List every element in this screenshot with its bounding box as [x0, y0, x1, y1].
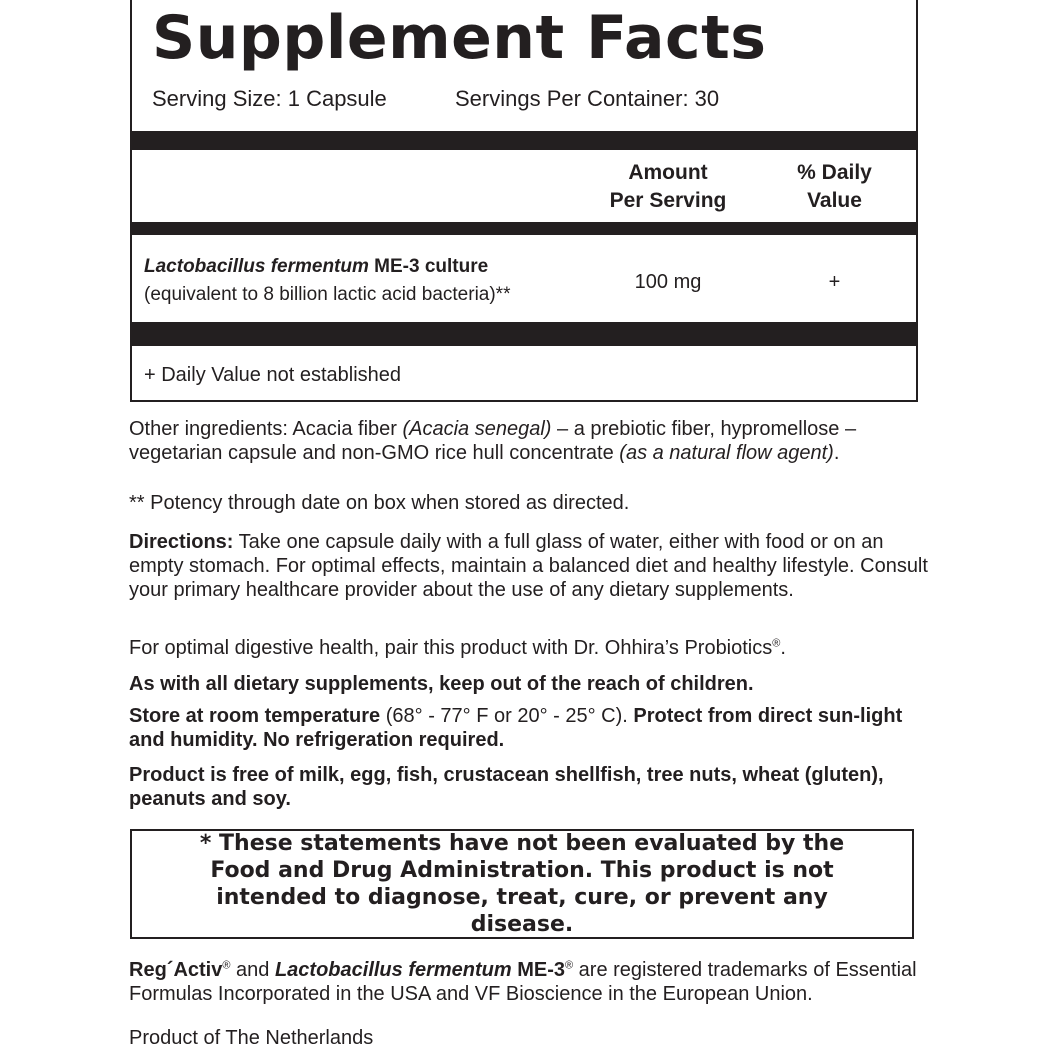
column-header-daily-value-line2: Value — [807, 189, 862, 212]
ingredient-amount: 100 mg — [634, 271, 702, 293]
other-ingredients-text-2: – a prebiotic fiber, hypromellose – vegetarian capsule and non-GMO rice hull concentrate — [129, 418, 857, 464]
trademark-reg: ® — [222, 959, 231, 972]
directions-label: Directions: — [129, 531, 234, 553]
registered-mark: ® — [772, 637, 781, 650]
storage-bold: Store at room temperature — [129, 705, 381, 727]
other-ingredients-latin: (Acacia senegal) — [402, 418, 552, 440]
servings-per-container: Servings Per Container: 30 — [455, 86, 720, 111]
supplement-facts-panel — [130, 0, 918, 402]
other-ingredients-period: . — [833, 442, 840, 464]
fda-disclaimer-box — [130, 829, 914, 939]
pairing-note-period: . — [780, 637, 786, 659]
daily-value-footnote: + Daily Value not established — [144, 364, 402, 386]
other-ingredients — [129, 417, 929, 465]
other-ingredients-text: Other ingredients: Acacia fiber — [129, 418, 403, 440]
pairing-note — [129, 636, 929, 660]
trademark-reg-2: ® — [565, 959, 574, 972]
allergen-statement: Product is free of milk, egg, fish, crustacean shellfish, tree nuts, wheat (gluten), peanuts and soy. — [129, 764, 884, 810]
panel-title: Supplement Facts — [152, 3, 767, 73]
column-header-daily-value-line1: % Daily — [797, 161, 872, 184]
column-header-amount — [598, 159, 738, 215]
column-header-amount-line1: Amount — [628, 161, 708, 184]
trademark-strain: Lactobacillus fermentum — [274, 959, 512, 981]
divider-thick-bottom — [132, 322, 916, 346]
column-header-amount-line2: Per Serving — [609, 189, 727, 212]
trademark-and: and — [230, 959, 275, 981]
ingredient-name-rest: ME-3 culture — [374, 256, 489, 277]
trademark-text: are registered trademarks of Essential Formulas Incorporated in the USA and VF Bioscience in the European Union. — [129, 959, 917, 1005]
directions-text: Take one capsule daily with a full glass of water, either with food or on an empty stomach. For optimal effects, maintain a balanced diet and healthy lifestyle. Consult your primary healthcare provider about the use of any dietary supplements. — [129, 531, 928, 601]
trademark-notice — [129, 958, 929, 1006]
children-warning: As with all dietary supplements, keep out of the reach of children. — [129, 673, 754, 695]
ingredient-name — [144, 253, 510, 309]
divider-medium — [132, 222, 916, 235]
fda-disclaimer: * These statements have not been evaluated by the Food and Drug Administration. This product is not intended to diagnose, treat, cure, or prevent any disease. — [199, 831, 845, 937]
column-header-daily-value — [772, 159, 897, 215]
potency-note: ** Potency through date on box when stored as directed. — [129, 492, 630, 514]
storage-instructions — [129, 704, 929, 752]
ingredient-name-italic: Lactobacillus fermentum — [144, 256, 369, 277]
storage-temps: (68° - 77° F or 20° - 25° C). — [380, 705, 634, 727]
storage-protect: Protect from direct sun-light and humidity. No refrigeration required. — [129, 705, 903, 751]
ingredient-daily-value: + — [828, 271, 841, 293]
directions — [129, 530, 929, 602]
other-ingredients-flow-agent: (as a natural flow agent) — [619, 442, 834, 464]
divider-thick — [132, 131, 916, 150]
trademark-strain-rest: ME-3 — [511, 959, 566, 981]
serving-size: Serving Size: 1 Capsule — [152, 86, 387, 111]
origin: Product of The Netherlands — [129, 1027, 374, 1049]
trademark-brand: Reg´Activ — [129, 959, 223, 981]
pairing-note-text: For optimal digestive health, pair this product with Dr. Ohhira’s Probiotics — [129, 637, 773, 659]
ingredient-equivalent: (equivalent to 8 billion lactic acid bacteria)** — [144, 284, 511, 305]
